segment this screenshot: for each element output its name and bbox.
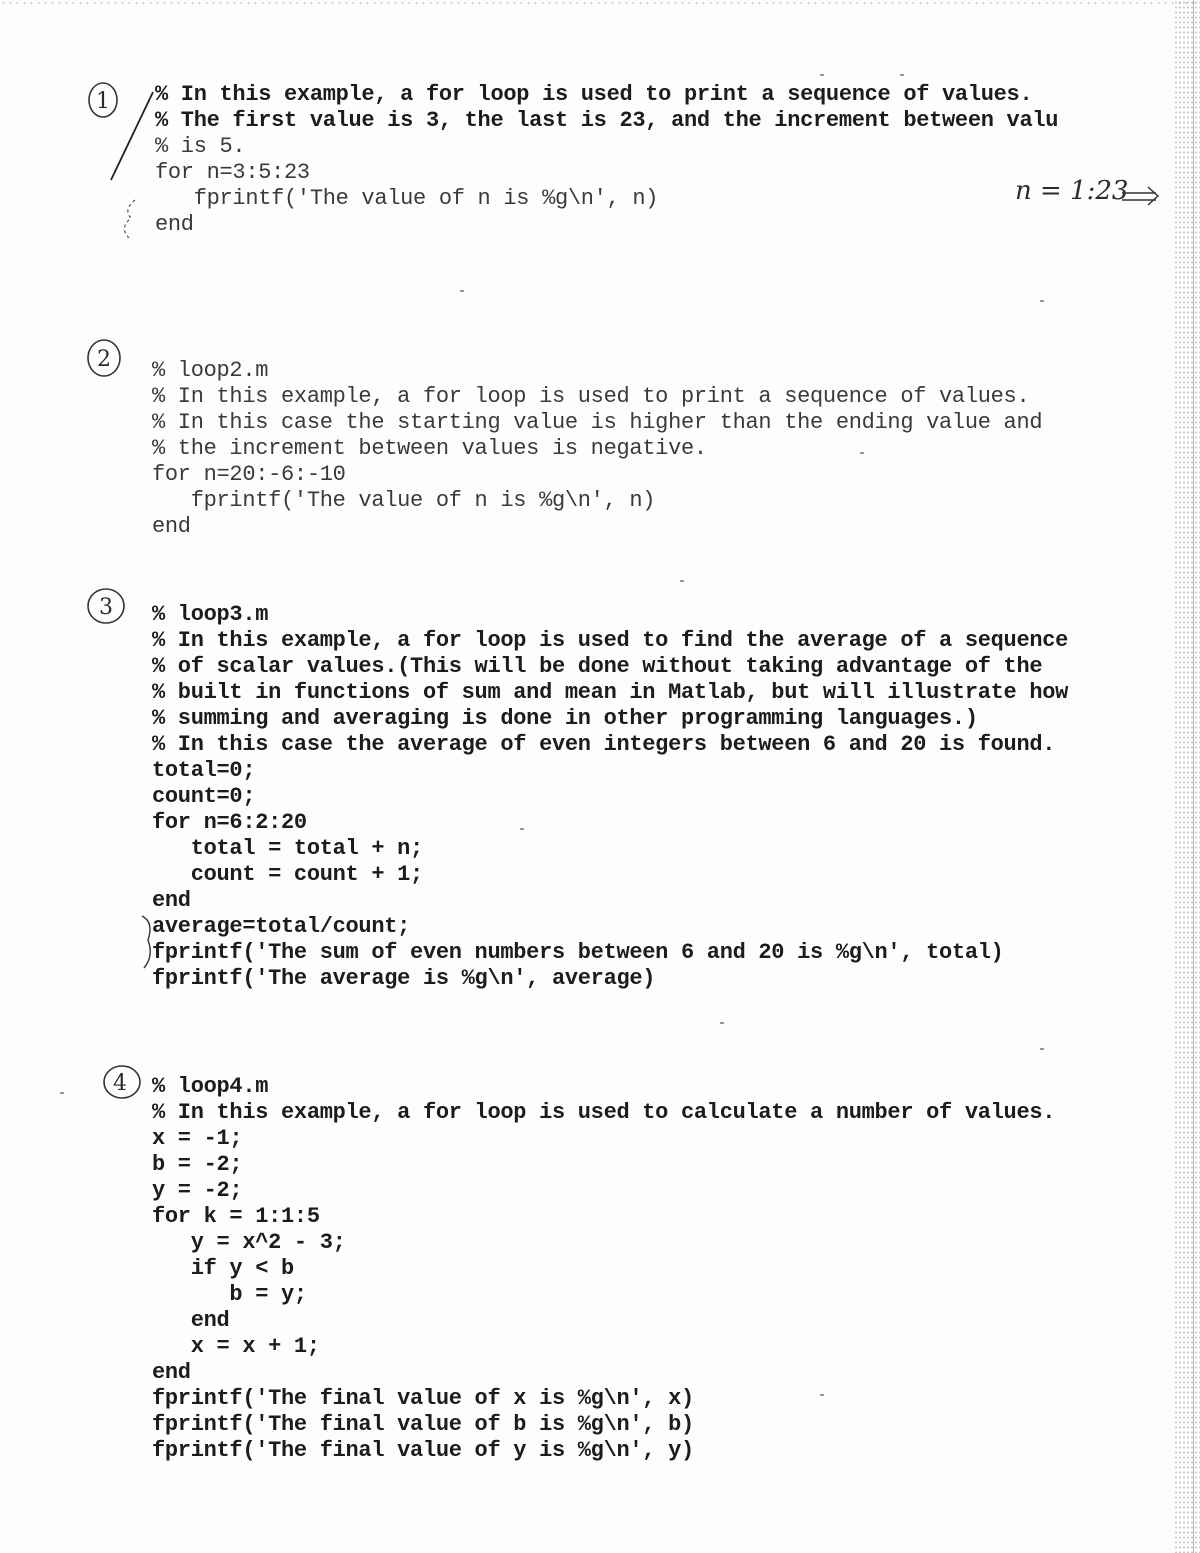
code-line: x = -1; <box>152 1126 243 1151</box>
code-line: % In this example, a for loop is used to print a sequence of values. <box>152 384 1030 409</box>
code-line: for n=20:-6:-10 <box>152 462 346 487</box>
scan-edge-top <box>0 0 1200 6</box>
svg-text:2: 2 <box>97 347 111 372</box>
code-line: fprintf('The sum of even numbers between 6 and 20 is %g\n', total) <box>152 940 1004 965</box>
code-line: for n=3:5:23 <box>155 160 310 185</box>
code-line: % In this case the average of even integers between 6 and 20 is found. <box>152 732 1056 757</box>
svg-text:3: 3 <box>99 595 113 620</box>
code-line: % loop4.m <box>152 1074 269 1099</box>
code-line: fprintf('The final value of y is %g\n', y) <box>152 1438 694 1463</box>
svg-text:4: 4 <box>113 1071 127 1096</box>
scan-speck <box>860 452 864 454</box>
code-line: fprintf('The average is %g\n', average) <box>152 966 656 991</box>
scan-speck <box>820 74 824 76</box>
handwritten-annotation: n = 1:23 <box>1015 176 1129 206</box>
code-line: fprintf('The final value of x is %g\n', x) <box>152 1386 694 1411</box>
code-line: fprintf('The value of n is %g\n', n) <box>155 186 659 211</box>
code-line: end <box>152 888 191 913</box>
code-line: b = y; <box>152 1282 307 1307</box>
code-line: % summing and averaging is done in other programming languages.) <box>152 706 978 731</box>
code-line: count = count + 1; <box>152 862 423 887</box>
code-line: fprintf('The value of n is %g\n', n) <box>152 488 656 513</box>
code-line: b = -2; <box>152 1152 243 1177</box>
code-line: for k = 1:1:5 <box>152 1204 320 1229</box>
code-line: y = -2; <box>152 1178 243 1203</box>
code-line: end <box>152 514 191 539</box>
scan-speck <box>680 580 684 582</box>
circled-number-4 <box>100 1062 146 1102</box>
code-line: % The first value is 3, the last is 23, and the increment between valu <box>155 108 1059 133</box>
scan-speck <box>820 1394 824 1396</box>
code-line: % In this example, a for loop is used to print a sequence of values. <box>155 82 1033 107</box>
code-line: end <box>155 212 194 237</box>
circled-number-3 <box>84 584 128 628</box>
code-listing-1 <box>155 82 1058 238</box>
scan-speck <box>900 74 904 76</box>
scan-speck <box>720 1022 724 1024</box>
code-line: fprintf('The final value of b is %g\n', b) <box>152 1412 694 1437</box>
code-listing-2 <box>152 358 1042 540</box>
code-line: % In this example, a for loop is used to find the average of a sequence <box>152 628 1069 653</box>
code-line: end <box>152 1360 191 1385</box>
scan-edge-line <box>1193 0 1194 1553</box>
scan-speck <box>460 290 464 292</box>
scan-edge-right <box>1174 0 1200 1553</box>
code-line: y = x^2 - 3; <box>152 1230 346 1255</box>
code-line: total=0; <box>152 758 256 783</box>
scan-speck <box>1040 1048 1044 1050</box>
scan-speck <box>60 1092 64 1094</box>
code-line: % of scalar values.(This will be done without taking advantage of the <box>152 654 1043 679</box>
code-line: end <box>152 1308 230 1333</box>
code-line: % the increment between values is negative. <box>152 436 707 461</box>
code-line: % loop3.m <box>152 602 269 627</box>
code-line: for n=6:2:20 <box>152 810 307 835</box>
scan-speck <box>520 828 524 830</box>
code-line: % In this case the starting value is higher than the ending value and <box>152 410 1043 435</box>
code-line: count=0; <box>152 784 256 809</box>
code-line: total = total + n; <box>152 836 423 861</box>
code-listing-4 <box>152 1074 1055 1464</box>
code-line: % In this example, a for loop is used to calculate a number of values. <box>152 1100 1056 1125</box>
code-listing-3 <box>152 602 1068 992</box>
handwritten-arrow <box>1120 185 1162 207</box>
code-line: average=total/count; <box>152 914 411 939</box>
svg-text:1: 1 <box>96 89 110 114</box>
code-line: if y < b <box>152 1256 294 1281</box>
code-line: x = x + 1; <box>152 1334 320 1359</box>
code-line: % built in functions of sum and mean in Matlab, but will illustrate how <box>152 680 1069 705</box>
code-line: % loop2.m <box>152 358 269 383</box>
circled-number-2 <box>84 336 124 380</box>
scan-speck <box>1040 300 1044 302</box>
code-line: % is 5. <box>155 134 246 159</box>
